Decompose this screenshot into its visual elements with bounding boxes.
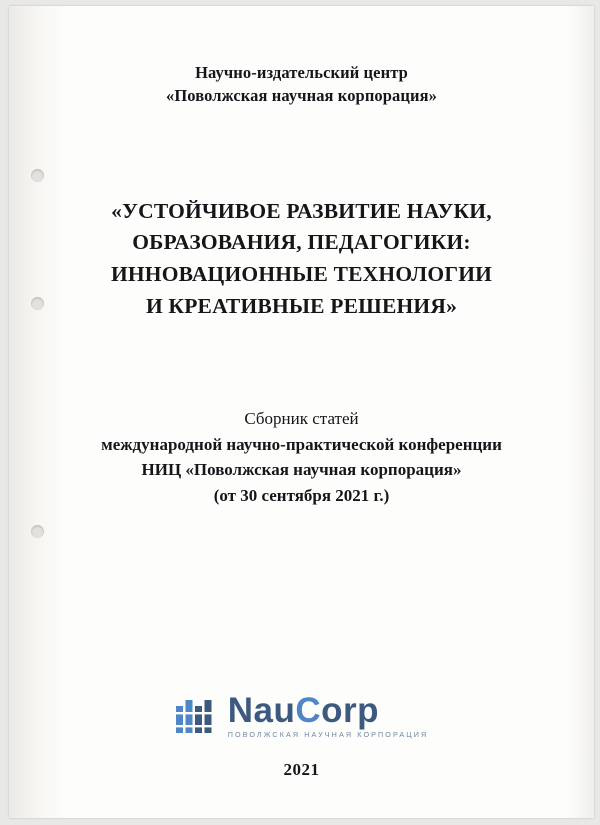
title-line-1: «УСТОЙЧИВОЕ РАЗВИТИЕ НАУКИ,: [111, 198, 492, 223]
logo-word-part-3: orp: [321, 691, 379, 730]
logo-text: [228, 693, 429, 738]
logo-word-part-2: C: [295, 691, 322, 730]
logo-word-part-1: Nau: [227, 691, 296, 730]
subtitle-line-4: (от 30 сентября 2021 г.): [213, 485, 390, 505]
books-icon: [175, 697, 219, 735]
publisher-block: [9, 61, 594, 108]
publisher-logo: [9, 693, 594, 780]
logo-tagline: ПОВОЛЖСКАЯ НАУЧНАЯ КОРПОРАЦИЯ: [227, 730, 429, 739]
publication-year: 2021: [283, 760, 320, 780]
subtitle-block: [9, 406, 594, 508]
book-cover-page: [9, 6, 594, 818]
subtitle-line-3: НИЦ «Поволжская научная корпорация»: [141, 460, 462, 480]
subtitle-line-2: международной научно-практической конференции: [101, 434, 502, 454]
title-line-2: ОБРАЗОВАНИЯ, ПЕДАГОГИКИ:: [132, 230, 471, 255]
logo-lockup: [175, 693, 429, 738]
page-title: [9, 196, 594, 322]
publisher-line-2: «Поволжская научная корпорация»: [165, 86, 438, 106]
publisher-line-1: Научно-издательский центр: [195, 63, 408, 82]
cover-content: [9, 61, 594, 825]
title-line-3: ИННОВАЦИОННЫЕ ТЕХНОЛОГИИ: [110, 262, 493, 287]
title-line-4: И КРЕАТИВНЫЕ РЕШЕНИЯ»: [145, 293, 458, 318]
subtitle-line-1: Сборник статей: [244, 409, 359, 429]
logo-wordmark: [228, 693, 379, 728]
